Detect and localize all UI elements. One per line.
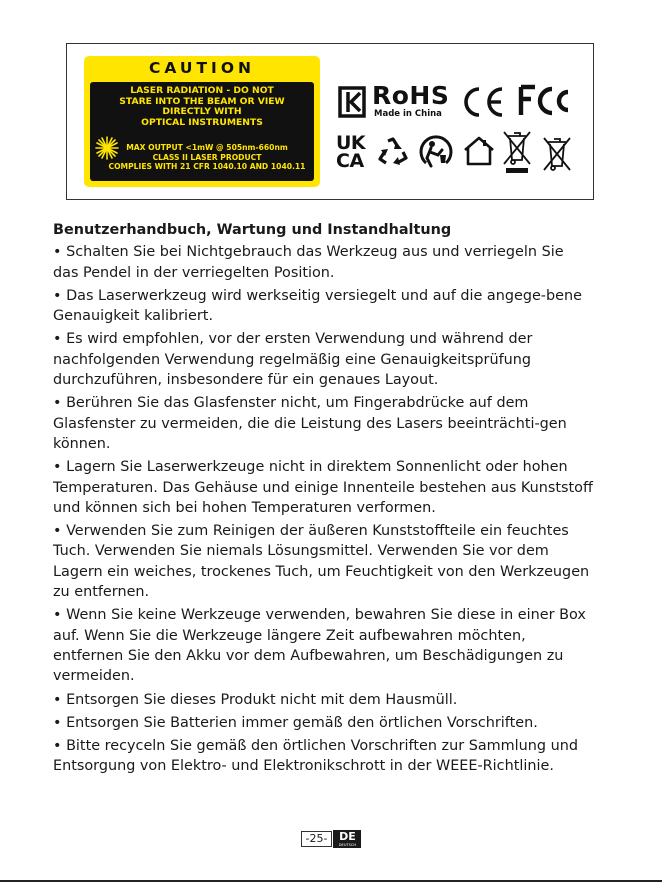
page-number: -25- <box>301 831 333 847</box>
recycle-icon <box>376 136 410 168</box>
manual-text-section <box>53 220 593 780</box>
warning-text <box>90 86 314 128</box>
house-icon <box>462 135 496 167</box>
page-footer <box>0 828 662 848</box>
instruction-paragraph: • Entsorgen Sie dieses Produkt nicht mit dem Hausmüll. <box>53 691 458 708</box>
caution-warning-panel <box>90 82 314 181</box>
section-heading: Benutzerhandbuch, Wartung und Instandhaltung <box>53 222 452 238</box>
caution-title: CAUTION <box>149 59 255 77</box>
instruction-paragraph: • Wenn Sie keine Werkzeuge verwenden, bewahren Sie diese in einer Box auf. Wenn Sie die Werkzeuge längere Zeit aufbewahren möchten, entfernen Sie den Akku vor dem Aufbewahren, um Beschädigungen zu vermeiden. <box>53 607 586 685</box>
made-in-china-text: Made in China <box>374 109 442 119</box>
tidyman-icon <box>416 133 456 171</box>
instruction-paragraph: • Berühren Sie das Glasfenster nicht, um Fingerabdrücke auf dem Glasfenster zu vermeiden, die die Leistung des Lasers beeinträchti-gen können. <box>53 395 567 452</box>
warning-line: LASER RADIATION - DO NOT <box>130 85 274 96</box>
spec-line: CLASS II LASER PRODUCT <box>152 152 262 162</box>
instruction-paragraph: • Entsorgen Sie Batterien immer gemäß den örtlichen Vorschriften. <box>53 714 538 731</box>
rohs-logo <box>372 82 448 119</box>
language-name: DEUTSCH <box>338 842 357 847</box>
warning-line: STARE INTO THE BEAM OR VIEW <box>119 95 285 107</box>
crossed-bin-icon <box>500 128 534 174</box>
fcc-mark-icon <box>518 84 574 118</box>
instruction-paragraph: • Es wird empfohlen, vor der ersten Verwendung und während der nachfolgenden Verwendung regelmäßig eine Genauigkeitsprüfung durchzuführen, insbesondere für ein genaues Layout. <box>53 331 533 389</box>
warning-line: OPTICAL INSTRUMENTS <box>141 116 263 128</box>
instruction-paragraph: • Das Laserwerkzeug wird werkseitig versiegelt und auf die angege-bene Genauigkeit kalibriert. <box>53 287 582 325</box>
ukca-bottom-text: CA <box>336 150 364 172</box>
crossed-battery-bin-icon <box>540 134 574 172</box>
kc-mark-icon <box>338 86 366 118</box>
warning-line: DIRECTLY WITH <box>162 106 242 118</box>
rohs-text: RoHS <box>372 81 450 110</box>
product-label-panel <box>66 43 594 200</box>
instruction-paragraph: • Verwenden Sie zum Reinigen der äußeren Kunststoffteile ein feuchtes Tuch. Verwenden Sie niemals Lösungsmittel. Verwenden Sie vor dem Lagern ein weiches, trockenes Tuch, um Feuchtigkeit von den Werkzeugen zu entfernen. <box>53 523 590 601</box>
ukca-mark-icon <box>336 134 370 170</box>
bottom-divider <box>0 880 662 882</box>
ukca-top-text: UK <box>336 132 366 154</box>
ce-mark-icon <box>460 86 506 118</box>
certification-logos <box>332 78 587 188</box>
language-badge <box>333 830 361 848</box>
laser-specification-text <box>100 143 314 172</box>
spec-line: MAX OUTPUT <1mW @ 505nm-660nm <box>126 143 288 152</box>
instruction-paragraph: • Lagern Sie Laserwerkzeuge nicht in direktem Sonnenlicht oder hohen Temperaturen. Das Gehäuse und einige Innenteile bestehen aus Kunststoff und können sich bei hohen Temperaturen verformen. <box>53 459 593 516</box>
instruction-paragraph: • Bitte recyceln Sie gemäß den örtlichen Vorschriften zur Sammlung und Entsorgung von Elektro- und Elektronikschrott in der WEEE-Richtlinie. <box>53 738 579 775</box>
laser-caution-label <box>84 56 320 187</box>
instruction-paragraph: • Schalten Sie bei Nichtgebrauch das Werkzeug aus und verriegeln Sie das Pendel in der verriegelten Position. <box>53 244 564 281</box>
language-code: DE <box>339 829 356 843</box>
spec-line: COMPLIES WITH 21 CFR 1040.10 AND 1040.11 <box>108 162 306 172</box>
